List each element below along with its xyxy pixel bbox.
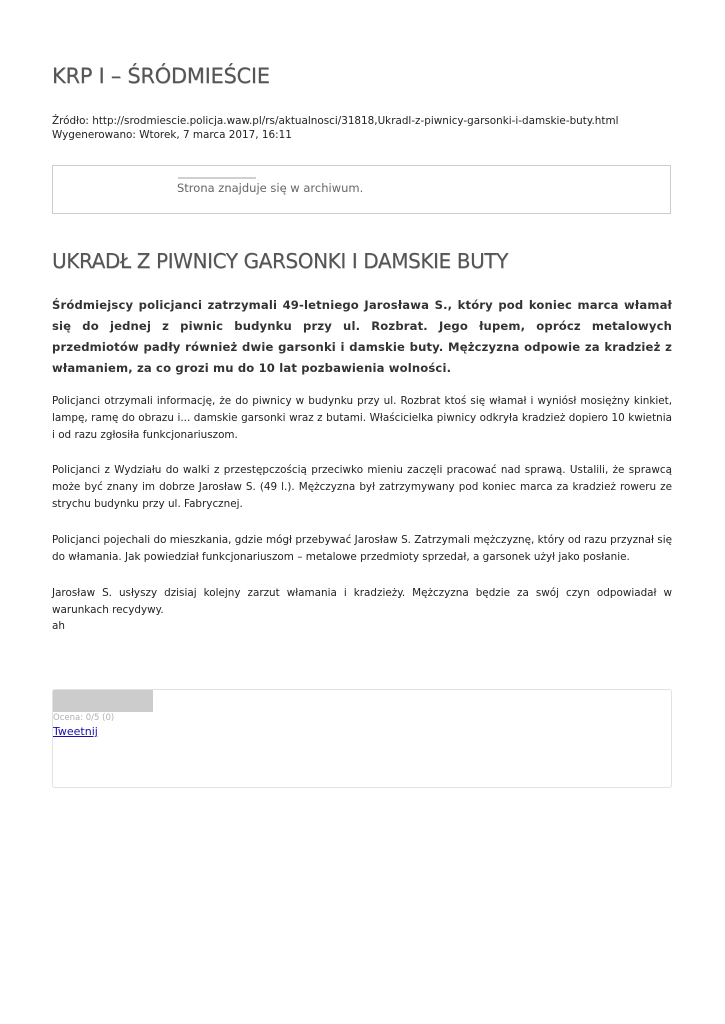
article-paragraph: Jarosław S. usłyszy dzisiaj kolejny zarzut włamania i kradzieży. Mężczyzna będzie za swój czyn odpowiadał w warunkach recydywy.	[52, 587, 672, 616]
rating-box	[52, 689, 672, 788]
generated-date-line: Wygenerowano: Wtorek, 7 marca 2017, 16:11	[52, 129, 292, 141]
archive-notice-text: Strona znajduje się w archiwum.	[177, 181, 364, 195]
article-paragraph: Policjanci pojechali do mieszkania, gdzie mógł przebywać Jarosław S. Zatrzymali mężczyznę, który od razu przyznał się do włamania. Jak powiedział funkcjonariuszom – metalowe przedmioty sprzedał, a garsonek użył jako posłanie.	[52, 534, 672, 563]
rating-text: Ocena: 0/5 (0)	[53, 713, 115, 723]
article-paragraph: Policjanci z Wydziału do walki z przestępczością przeciwko mieniu zaczęli pracować nad sprawą. Ustalili, że sprawcą może być znany im dobrze Jarosław S. (49 l.). Mężczyzna był zatrzymywany pod koniec marca za kradzież roweru ze strychu budynku przy ul. Fabrycznej.	[52, 464, 672, 510]
page-title: KRP I – ŚRÓDMIEŚCIE	[52, 64, 270, 88]
rating-stars-bar[interactable]	[53, 690, 153, 712]
article-signature: ah	[52, 620, 65, 632]
source-url-line: Źródło: http://srodmiescie.policja.waw.pl/rs/aktualnosci/31818,Ukradl-z-piwnicy-garsonki-i-damskie-buty.html	[52, 115, 619, 127]
archive-notice-divider	[178, 177, 256, 179]
article-title: UKRADŁ Z PIWNICY GARSONKI I DAMSKIE BUTY	[52, 249, 508, 273]
article-lead: Śródmiejscy policjanci zatrzymali 49-letniego Jarosława S., który pod koniec marca włamał się do jednej z piwnic budynku przy ul. Rozbrat. Jego łupem, oprócz metalowych przedmiotów padły również dwie garsonki i damskie buty. Mężczyzna odpowie za kradzież z włamaniem, za co grozi mu do 10 lat pozbawienia wolności.	[52, 298, 672, 375]
article-paragraph: Policjanci otrzymali informację, że do piwnicy w budynku przy ul. Rozbrat ktoś się włamał i wyniósł mosiężny kinkiet, lampę, ramę do obrazu i... damskie garsonki wraz z butami. Właścicielka piwnicy odkryła kradzież dopiero 10 kwietnia i od razu zgłosiła funkcjonariuszom.	[52, 395, 672, 441]
archive-notice-box	[52, 165, 671, 214]
source-info	[52, 114, 618, 142]
tweet-link[interactable]: Tweetnij	[53, 725, 98, 738]
